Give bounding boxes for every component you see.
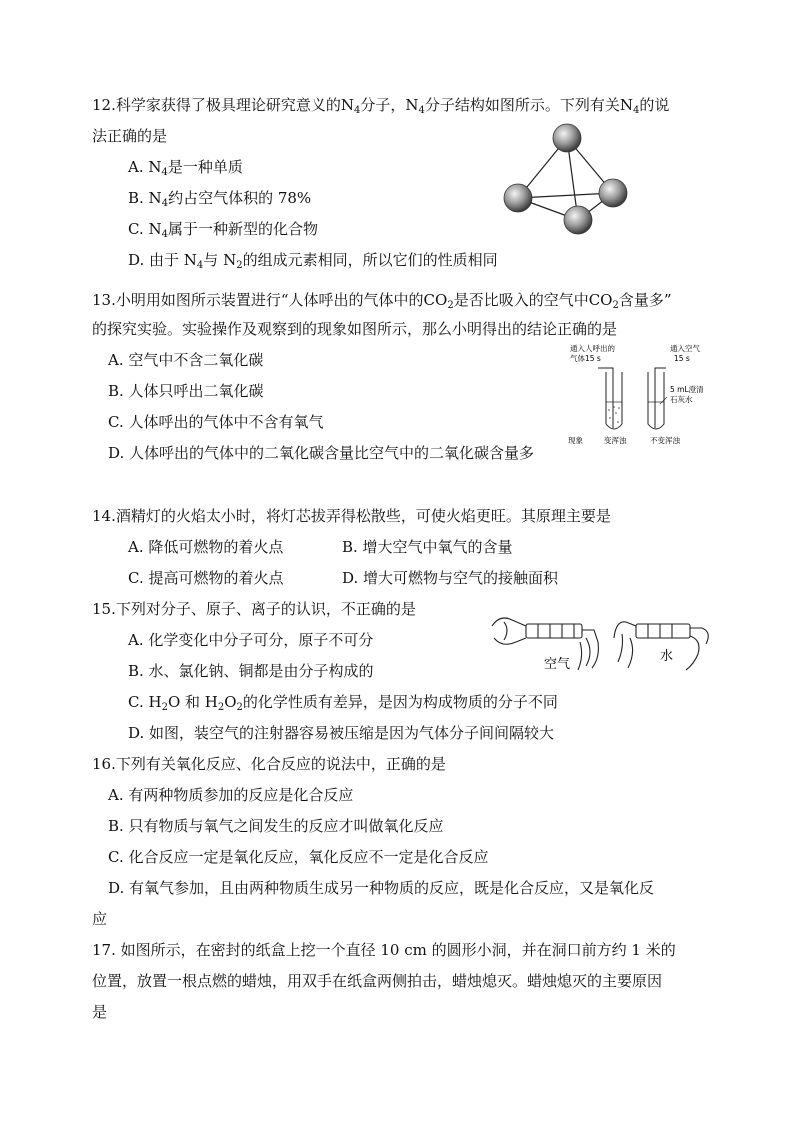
q13-stem-line1: 13.小明用如图所示装置进行“人体呼出的气体中的$CO_2$是否比吸入的空气中$CO_2$含量多” — [92, 291, 672, 311]
q13-option-d: D. 人体呼出的气体中的二氧化碳含量比空气中的二氧化碳含量多 — [108, 444, 535, 462]
label-exhaled-gas-1: 通入人呼出的 — [570, 344, 615, 353]
test-tube-left — [598, 368, 622, 429]
label-not-turbid: 不变浑浊 — [650, 436, 680, 445]
nitrogen-atom — [553, 124, 581, 152]
q12-option-c: C. $N_4$属于一种新型的化合物 — [128, 220, 318, 240]
nitrogen-atom — [599, 179, 627, 207]
q17-stem-line1: 17. 如图所示，在密封的纸盒上挖一个直径 10 cm 的圆形小洞，并在洞口前方约 1 米的 — [92, 941, 676, 959]
label-air: 空气 — [544, 657, 571, 672]
label-limewater-2: 石灰水 — [670, 395, 693, 404]
q12-option-b: B. $N_4$约占空气体积的 78% — [128, 189, 312, 209]
q17-stem-line2: 位置，放置一根点燃的蜡烛，用双手在纸盒两侧拍击，蜡烛熄灭。蜡烛熄灭的主要原因 — [92, 972, 663, 990]
q14-option-b: B. 增大空气中氧气的含量 — [342, 538, 513, 556]
nitrogen-atom — [564, 206, 592, 234]
q16-option-b: B. 只有物质与氧气之间发生的反应才叫做氧化反应 — [108, 817, 444, 835]
q14-stem: 14.酒精灯的火焰太小时，将灯芯拔弄得松散些，可使火焰更旺。其原理主要是 — [92, 507, 611, 525]
q14-option-a: A. 降低可燃物的着火点 — [128, 538, 284, 556]
q12-option-d: D. 由于 $N_4$与 $N_2$的组成元素相同，所以它们的性质相同 — [128, 251, 498, 271]
q12-option-a: A. $N_4$是一种单质 — [128, 158, 243, 178]
q16-option-d-line1: D. 有氧气参加，且由两种物质生成另一种物质的反应，既是化合反应，又是氧化反 — [108, 879, 655, 897]
nitrogen-atom — [504, 184, 532, 212]
label-exhaled-gas-2: 气体15 s — [570, 354, 601, 363]
q16-option-a: A. 有两种物质参加的反应是化合反应 — [108, 786, 354, 804]
q12-stem-line1: 12.科学家获得了极具理论研究意义的$N_4$分子，$N_4$分子结构如图所示。下列有关$N_4$的说 — [92, 96, 670, 116]
q16-option-c: C. 化合反应一定是氧化反应，氧化反应不一定是化合反应 — [108, 848, 489, 866]
q13-option-b: B. 人体只呼出二氧化碳 — [108, 382, 264, 400]
q17-stem-line3: 是 — [92, 1003, 108, 1021]
syringe-compression-figure — [490, 608, 714, 676]
label-limewater-1: 5 mL澄清 — [670, 385, 704, 394]
label-air-2: 15 s — [674, 354, 690, 363]
q16-stem: 16.下列有关氧化反应、化合反应的说法中，正确的是 — [92, 755, 446, 773]
q13-stem-line2: 的探究实验。实验操作及观察到的现象如图所示，那么小明得出的结论正确的是 — [92, 320, 618, 338]
turbid-dots — [608, 406, 620, 423]
n4-molecule-figure — [498, 118, 648, 243]
label-water: 水 — [660, 649, 674, 664]
q15-option-d: D. 如图，装空气的注射器容易被压缩是因为气体分子间间隔较大 — [128, 724, 555, 742]
q13-option-a: A. 空气中不含二氧化碳 — [108, 351, 264, 369]
label-turbid: 变浑浊 — [604, 436, 627, 445]
q12-stem-line2: 法正确的是 — [92, 127, 168, 145]
label-phenomenon: 现象 — [568, 436, 583, 445]
q14-option-d: D. 增大可燃物与空气的接触面积 — [342, 569, 559, 587]
label-air-1: 通入空气 — [670, 344, 700, 353]
q14-option-c: C. 提高可燃物的着火点 — [128, 569, 284, 587]
q13-option-c: C. 人体呼出的气体中不含有氧气 — [108, 413, 324, 431]
q16-option-d-line2: 应 — [92, 910, 108, 928]
q15-stem: 15.下列对分子、原子、离子的认识，不正确的是 — [92, 600, 416, 618]
q15-option-a: A. 化学变化中分子可分，原子不可分 — [128, 631, 374, 649]
q15-option-b: B. 水、氯化钠、铜都是由分子构成的 — [128, 662, 374, 680]
limewater-experiment-figure — [548, 342, 708, 448]
test-tube-right — [648, 368, 666, 429]
q15-option-c: C. $H_2O$ 和 $H_2O_2$的化学性质有差异，是因为构成物质的分子不同 — [128, 693, 558, 713]
